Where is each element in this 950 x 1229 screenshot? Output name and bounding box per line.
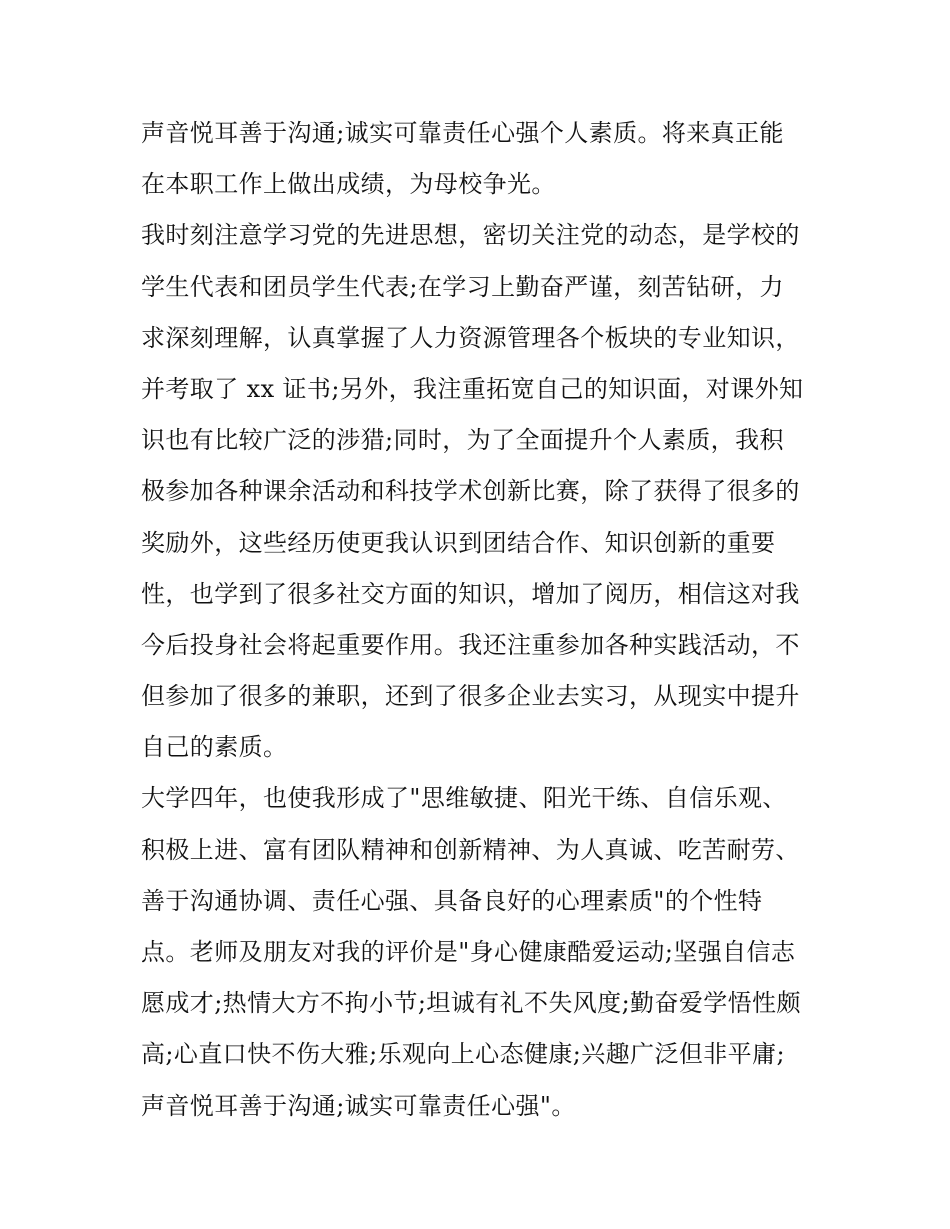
text-line: 愿成才;热情大方不拘小节;坦诚有礼不失风度;勤奋爱学悟性颇 [141,989,801,1018]
text-line: 在本职工作上做出成绩，为母校争光。 [141,170,556,199]
text-line: 但参加了很多的兼职，还到了很多企业去实习，从现实中提升 [141,682,800,711]
text-line: 大学四年，也使我形成了"思维敏捷、阳光干练、自信乐观、 [141,784,787,813]
document-body [141,108,821,1132]
text-line: 我时刻注意学习党的先进思想，密切关注党的动态，是学校的 [141,221,800,250]
text-line: 奖励外，这些经历使更我认识到团结合作、知识创新的重要 [141,528,776,557]
text-line: 识也有比较广泛的涉猎;同时，为了全面提升个人素质，我积 [141,426,784,455]
text-line: 学生代表和团员学生代表;在学习上勤奋严谨，刻苦钻研，力 [141,272,784,301]
text-line: 积极上进、富有团队精神和创新精神、为人真诚、吃苦耐劳、 [141,835,800,864]
text-line: 今后投身社会将起重要作用。我还注重参加各种实践活动，不 [141,630,800,659]
text-line: 声音悦耳善于沟通;诚实可靠责任心强个人素质。将来真正能 [141,119,784,147]
text-line: 性，也学到了很多社交方面的知识，增加了阅历，相信这对我 [141,579,800,608]
text-line: 求深刻理解，认真掌握了人力资源管理各个板块的专业知识， [141,323,800,352]
text-line: 声音悦耳善于沟通;诚实可靠责任心强"。 [141,1091,576,1120]
text-line: 并考取了 xx 证书;另外，我注重拓宽自己的知识面，对课外知 [141,374,804,403]
text-line: 善于沟通协调、责任心强、具备良好的心理素质"的个性特 [141,886,763,915]
text-line: 高;心直口快不伤大雅;乐观向上心态健康;兴趣广泛但非平庸; [141,1040,785,1069]
text-line: 点。老师及朋友对我的评价是"身心健康酷爱运动;坚强自信志 [141,938,796,966]
text-line: 极参加各种课余活动和科技学术创新比赛，除了获得了很多的 [141,477,800,506]
text-line: 自己的素质。 [141,733,288,762]
